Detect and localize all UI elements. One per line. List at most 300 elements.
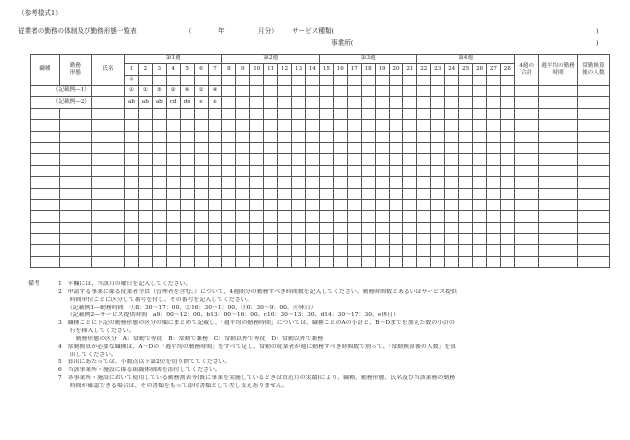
weekly-avg-hours-cell[interactable] bbox=[539, 177, 577, 188]
schedule-cell[interactable] bbox=[459, 165, 473, 176]
weekly-avg-hours-cell[interactable] bbox=[539, 188, 577, 199]
schedule-cell[interactable] bbox=[236, 86, 250, 97]
schedule-cell[interactable] bbox=[264, 120, 278, 131]
schedule-cell[interactable] bbox=[389, 120, 403, 131]
schedule-cell[interactable] bbox=[319, 256, 333, 267]
schedule-cell[interactable] bbox=[180, 165, 194, 176]
schedule-cell[interactable] bbox=[347, 97, 361, 108]
schedule-cell[interactable] bbox=[194, 256, 208, 267]
work-pattern-cell[interactable] bbox=[59, 154, 91, 165]
schedule-cell[interactable] bbox=[125, 120, 139, 131]
schedule-cell[interactable] bbox=[152, 131, 166, 142]
schedule-cell[interactable] bbox=[222, 142, 236, 153]
schedule-cell[interactable] bbox=[264, 131, 278, 142]
schedule-cell[interactable] bbox=[180, 108, 194, 119]
schedule-cell[interactable] bbox=[486, 154, 500, 165]
work-pattern-cell[interactable] bbox=[59, 142, 91, 153]
schedule-cell[interactable] bbox=[431, 199, 445, 210]
schedule-cell[interactable] bbox=[417, 199, 431, 210]
work-pattern-cell[interactable] bbox=[59, 131, 91, 142]
schedule-cell[interactable] bbox=[152, 234, 166, 245]
weekday-cell-13[interactable] bbox=[292, 76, 306, 86]
schedule-cell[interactable] bbox=[292, 154, 306, 165]
schedule-cell[interactable] bbox=[333, 165, 347, 176]
schedule-cell[interactable] bbox=[473, 222, 487, 233]
schedule-cell[interactable] bbox=[473, 188, 487, 199]
schedule-cell[interactable] bbox=[473, 165, 487, 176]
schedule-cell[interactable] bbox=[125, 131, 139, 142]
schedule-cell[interactable] bbox=[361, 108, 375, 119]
schedule-cell[interactable] bbox=[445, 234, 459, 245]
schedule-cell[interactable] bbox=[166, 154, 180, 165]
schedule-cell[interactable] bbox=[431, 108, 445, 119]
schedule-cell[interactable] bbox=[375, 188, 389, 199]
weekday-cell-22[interactable] bbox=[417, 76, 431, 86]
schedule-cell[interactable] bbox=[333, 86, 347, 97]
schedule-cell[interactable] bbox=[347, 154, 361, 165]
schedule-cell[interactable] bbox=[292, 97, 306, 108]
schedule-cell[interactable] bbox=[361, 120, 375, 131]
schedule-cell[interactable] bbox=[305, 154, 319, 165]
schedule-cell[interactable] bbox=[292, 108, 306, 119]
schedule-cell[interactable] bbox=[403, 165, 417, 176]
schedule-cell[interactable] bbox=[486, 211, 500, 222]
schedule-cell[interactable] bbox=[250, 211, 264, 222]
schedule-cell[interactable] bbox=[166, 108, 180, 119]
name-cell[interactable] bbox=[91, 131, 124, 142]
schedule-cell[interactable] bbox=[166, 188, 180, 199]
name-cell[interactable] bbox=[91, 154, 124, 165]
schedule-cell[interactable] bbox=[222, 108, 236, 119]
schedule-cell[interactable] bbox=[305, 188, 319, 199]
schedule-cell[interactable] bbox=[347, 165, 361, 176]
schedule-cell[interactable] bbox=[278, 256, 292, 267]
fte-converted-cell[interactable] bbox=[577, 222, 609, 233]
schedule-cell[interactable] bbox=[486, 199, 500, 210]
schedule-cell[interactable] bbox=[236, 234, 250, 245]
schedule-cell[interactable] bbox=[361, 154, 375, 165]
schedule-cell[interactable] bbox=[361, 211, 375, 222]
schedule-cell[interactable] bbox=[361, 256, 375, 267]
schedule-cell[interactable] bbox=[431, 165, 445, 176]
work-pattern-cell[interactable] bbox=[59, 108, 91, 119]
week4-total-cell[interactable] bbox=[514, 154, 539, 165]
schedule-cell[interactable] bbox=[278, 108, 292, 119]
weekly-avg-hours-cell[interactable] bbox=[539, 234, 577, 245]
date-year-field[interactable]: 年 bbox=[218, 27, 225, 35]
name-cell[interactable] bbox=[91, 177, 124, 188]
schedule-cell[interactable] bbox=[125, 142, 139, 153]
schedule-cell[interactable] bbox=[459, 97, 473, 108]
fte-converted-cell[interactable] bbox=[577, 211, 609, 222]
schedule-cell[interactable] bbox=[250, 142, 264, 153]
schedule-cell[interactable] bbox=[278, 177, 292, 188]
schedule-cell[interactable] bbox=[236, 199, 250, 210]
schedule-cell[interactable] bbox=[152, 188, 166, 199]
schedule-cell[interactable]: ④ bbox=[180, 86, 194, 97]
schedule-cell[interactable] bbox=[305, 222, 319, 233]
job-type-cell[interactable] bbox=[31, 120, 60, 131]
schedule-cell[interactable] bbox=[305, 131, 319, 142]
schedule-cell[interactable] bbox=[389, 256, 403, 267]
schedule-cell[interactable] bbox=[236, 131, 250, 142]
schedule-cell[interactable] bbox=[347, 245, 361, 256]
schedule-cell[interactable] bbox=[445, 199, 459, 210]
schedule-cell[interactable] bbox=[208, 165, 222, 176]
schedule-cell[interactable] bbox=[194, 245, 208, 256]
schedule-cell[interactable] bbox=[222, 120, 236, 131]
schedule-cell[interactable] bbox=[417, 165, 431, 176]
schedule-cell[interactable] bbox=[389, 154, 403, 165]
schedule-cell[interactable] bbox=[194, 108, 208, 119]
schedule-cell[interactable] bbox=[125, 177, 139, 188]
schedule-cell[interactable] bbox=[292, 131, 306, 142]
schedule-cell[interactable] bbox=[389, 245, 403, 256]
schedule-cell[interactable]: ② bbox=[166, 86, 180, 97]
schedule-cell[interactable] bbox=[194, 188, 208, 199]
schedule-cell[interactable] bbox=[278, 97, 292, 108]
schedule-cell[interactable] bbox=[473, 108, 487, 119]
schedule-cell[interactable]: ① bbox=[194, 86, 208, 97]
schedule-cell[interactable] bbox=[166, 142, 180, 153]
schedule-cell[interactable] bbox=[486, 131, 500, 142]
schedule-cell[interactable] bbox=[403, 234, 417, 245]
schedule-cell[interactable] bbox=[319, 222, 333, 233]
schedule-cell[interactable] bbox=[361, 97, 375, 108]
weekday-cell-18[interactable] bbox=[361, 76, 375, 86]
schedule-cell[interactable] bbox=[319, 211, 333, 222]
weekday-cell-25[interactable] bbox=[459, 76, 473, 86]
weekday-cell-19[interactable] bbox=[375, 76, 389, 86]
schedule-cell[interactable] bbox=[319, 188, 333, 199]
fte-converted-cell[interactable] bbox=[577, 97, 609, 108]
week4-total-cell[interactable] bbox=[514, 86, 539, 97]
schedule-cell[interactable] bbox=[375, 86, 389, 97]
name-cell[interactable] bbox=[91, 108, 124, 119]
schedule-cell[interactable] bbox=[236, 211, 250, 222]
schedule-cell[interactable] bbox=[278, 245, 292, 256]
schedule-cell[interactable] bbox=[459, 86, 473, 97]
week4-total-cell[interactable] bbox=[514, 120, 539, 131]
schedule-cell[interactable] bbox=[347, 142, 361, 153]
schedule-cell[interactable] bbox=[125, 222, 139, 233]
schedule-cell[interactable] bbox=[500, 97, 514, 108]
schedule-cell[interactable] bbox=[236, 154, 250, 165]
schedule-cell[interactable] bbox=[264, 222, 278, 233]
schedule-cell[interactable] bbox=[194, 177, 208, 188]
schedule-cell[interactable] bbox=[389, 97, 403, 108]
weekly-avg-hours-cell[interactable] bbox=[539, 154, 577, 165]
schedule-cell[interactable] bbox=[305, 245, 319, 256]
schedule-cell[interactable] bbox=[417, 97, 431, 108]
schedule-cell[interactable] bbox=[333, 234, 347, 245]
schedule-cell[interactable] bbox=[389, 108, 403, 119]
schedule-cell[interactable] bbox=[222, 154, 236, 165]
week4-total-cell[interactable] bbox=[514, 222, 539, 233]
schedule-cell[interactable] bbox=[278, 131, 292, 142]
schedule-cell[interactable] bbox=[375, 108, 389, 119]
job-type-cell[interactable] bbox=[31, 177, 60, 188]
week4-total-cell[interactable] bbox=[514, 97, 539, 108]
schedule-cell[interactable] bbox=[347, 120, 361, 131]
schedule-cell[interactable] bbox=[500, 245, 514, 256]
schedule-cell[interactable] bbox=[180, 256, 194, 267]
schedule-cell[interactable] bbox=[292, 234, 306, 245]
weekday-cell-3[interactable] bbox=[152, 76, 166, 86]
schedule-cell[interactable] bbox=[486, 142, 500, 153]
schedule-cell[interactable] bbox=[417, 211, 431, 222]
schedule-cell[interactable] bbox=[138, 222, 152, 233]
schedule-cell[interactable] bbox=[375, 234, 389, 245]
schedule-cell[interactable] bbox=[445, 154, 459, 165]
weekday-cell-10[interactable] bbox=[250, 76, 264, 86]
job-type-cell[interactable] bbox=[31, 222, 60, 233]
schedule-cell[interactable] bbox=[278, 120, 292, 131]
schedule-cell[interactable] bbox=[305, 234, 319, 245]
schedule-cell[interactable] bbox=[333, 120, 347, 131]
schedule-cell[interactable] bbox=[180, 245, 194, 256]
schedule-cell[interactable] bbox=[417, 256, 431, 267]
schedule-cell[interactable] bbox=[180, 131, 194, 142]
schedule-cell[interactable] bbox=[264, 154, 278, 165]
schedule-cell[interactable] bbox=[180, 154, 194, 165]
schedule-cell[interactable] bbox=[375, 245, 389, 256]
schedule-cell[interactable] bbox=[459, 222, 473, 233]
schedule-cell[interactable] bbox=[138, 211, 152, 222]
schedule-cell[interactable] bbox=[500, 86, 514, 97]
schedule-cell[interactable] bbox=[250, 131, 264, 142]
schedule-cell[interactable] bbox=[473, 154, 487, 165]
schedule-cell[interactable] bbox=[194, 142, 208, 153]
job-type-cell[interactable] bbox=[31, 154, 60, 165]
name-cell[interactable] bbox=[91, 120, 124, 131]
schedule-cell[interactable] bbox=[194, 165, 208, 176]
schedule-cell[interactable] bbox=[152, 154, 166, 165]
schedule-cell[interactable] bbox=[250, 256, 264, 267]
schedule-cell[interactable] bbox=[319, 199, 333, 210]
schedule-cell[interactable] bbox=[305, 120, 319, 131]
schedule-cell[interactable]: ① bbox=[125, 86, 139, 97]
schedule-cell[interactable] bbox=[333, 222, 347, 233]
schedule-cell[interactable] bbox=[180, 234, 194, 245]
schedule-cell[interactable] bbox=[305, 256, 319, 267]
work-pattern-cell[interactable] bbox=[59, 165, 91, 176]
schedule-cell[interactable] bbox=[403, 142, 417, 153]
schedule-cell[interactable] bbox=[138, 142, 152, 153]
schedule-cell[interactable] bbox=[473, 199, 487, 210]
weekly-avg-hours-cell[interactable] bbox=[539, 86, 577, 97]
schedule-cell[interactable] bbox=[305, 86, 319, 97]
schedule-cell[interactable] bbox=[347, 199, 361, 210]
schedule-cell[interactable] bbox=[319, 97, 333, 108]
work-pattern-cell[interactable] bbox=[59, 188, 91, 199]
weekday-cell-15[interactable] bbox=[319, 76, 333, 86]
schedule-cell[interactable]: e bbox=[194, 97, 208, 108]
schedule-cell[interactable] bbox=[166, 256, 180, 267]
schedule-cell[interactable] bbox=[361, 165, 375, 176]
schedule-cell[interactable] bbox=[500, 256, 514, 267]
job-type-cell[interactable] bbox=[31, 256, 60, 267]
schedule-cell[interactable] bbox=[333, 97, 347, 108]
schedule-cell[interactable] bbox=[347, 86, 361, 97]
weekday-cell-11[interactable] bbox=[264, 76, 278, 86]
schedule-cell[interactable] bbox=[194, 131, 208, 142]
schedule-cell[interactable] bbox=[250, 165, 264, 176]
schedule-cell[interactable] bbox=[319, 142, 333, 153]
schedule-cell[interactable] bbox=[375, 165, 389, 176]
schedule-cell[interactable] bbox=[250, 86, 264, 97]
week4-total-cell[interactable] bbox=[514, 177, 539, 188]
schedule-cell[interactable] bbox=[180, 188, 194, 199]
schedule-cell[interactable] bbox=[389, 199, 403, 210]
schedule-cell[interactable] bbox=[459, 245, 473, 256]
schedule-cell[interactable] bbox=[403, 199, 417, 210]
schedule-cell[interactable] bbox=[403, 131, 417, 142]
schedule-cell[interactable] bbox=[445, 108, 459, 119]
schedule-cell[interactable] bbox=[166, 131, 180, 142]
schedule-cell[interactable] bbox=[431, 86, 445, 97]
schedule-cell[interactable] bbox=[125, 199, 139, 210]
fte-converted-cell[interactable] bbox=[577, 256, 609, 267]
schedule-cell[interactable] bbox=[319, 177, 333, 188]
schedule-cell[interactable] bbox=[194, 234, 208, 245]
schedule-cell[interactable] bbox=[250, 188, 264, 199]
schedule-cell[interactable] bbox=[347, 234, 361, 245]
schedule-cell[interactable] bbox=[486, 97, 500, 108]
schedule-cell[interactable] bbox=[403, 177, 417, 188]
job-type-cell[interactable] bbox=[31, 211, 60, 222]
schedule-cell[interactable] bbox=[445, 165, 459, 176]
work-pattern-cell[interactable] bbox=[59, 256, 91, 267]
schedule-cell[interactable] bbox=[333, 131, 347, 142]
schedule-cell[interactable] bbox=[500, 199, 514, 210]
schedule-cell[interactable] bbox=[319, 165, 333, 176]
schedule-cell[interactable] bbox=[361, 245, 375, 256]
schedule-cell[interactable] bbox=[417, 234, 431, 245]
weekday-cell-27[interactable] bbox=[486, 76, 500, 86]
schedule-cell[interactable] bbox=[166, 222, 180, 233]
schedule-cell[interactable] bbox=[319, 86, 333, 97]
weekday-cell-7[interactable] bbox=[208, 76, 222, 86]
week4-total-cell[interactable] bbox=[514, 108, 539, 119]
schedule-cell[interactable] bbox=[445, 188, 459, 199]
schedule-cell[interactable] bbox=[459, 256, 473, 267]
fte-converted-cell[interactable] bbox=[577, 188, 609, 199]
schedule-cell[interactable] bbox=[333, 177, 347, 188]
weekly-avg-hours-cell[interactable] bbox=[539, 131, 577, 142]
schedule-cell[interactable] bbox=[264, 86, 278, 97]
schedule-cell[interactable] bbox=[125, 188, 139, 199]
schedule-cell[interactable] bbox=[361, 142, 375, 153]
schedule-cell[interactable] bbox=[375, 211, 389, 222]
schedule-cell[interactable] bbox=[292, 142, 306, 153]
work-pattern-cell[interactable] bbox=[59, 177, 91, 188]
schedule-cell[interactable] bbox=[222, 177, 236, 188]
schedule-cell[interactable] bbox=[361, 131, 375, 142]
schedule-cell[interactable] bbox=[152, 199, 166, 210]
job-type-cell[interactable] bbox=[31, 108, 60, 119]
schedule-cell[interactable] bbox=[236, 177, 250, 188]
weekday-cell-28[interactable] bbox=[500, 76, 514, 86]
fte-converted-cell[interactable] bbox=[577, 154, 609, 165]
weekday-cell-6[interactable] bbox=[194, 76, 208, 86]
schedule-cell[interactable] bbox=[500, 108, 514, 119]
schedule-cell[interactable] bbox=[403, 256, 417, 267]
schedule-cell[interactable] bbox=[264, 177, 278, 188]
week4-total-cell[interactable] bbox=[514, 131, 539, 142]
schedule-cell[interactable] bbox=[459, 177, 473, 188]
schedule-cell[interactable] bbox=[459, 211, 473, 222]
schedule-cell[interactable] bbox=[166, 199, 180, 210]
schedule-cell[interactable]: ab bbox=[152, 97, 166, 108]
week4-total-cell[interactable] bbox=[514, 142, 539, 153]
schedule-cell[interactable] bbox=[375, 256, 389, 267]
schedule-cell[interactable] bbox=[222, 234, 236, 245]
schedule-cell[interactable] bbox=[417, 222, 431, 233]
schedule-cell[interactable] bbox=[264, 245, 278, 256]
schedule-cell[interactable] bbox=[417, 108, 431, 119]
schedule-cell[interactable] bbox=[208, 177, 222, 188]
weekday-cell-2[interactable] bbox=[138, 76, 152, 86]
fte-converted-cell[interactable] bbox=[577, 142, 609, 153]
schedule-cell[interactable] bbox=[152, 211, 166, 222]
job-type-cell[interactable] bbox=[31, 165, 60, 176]
schedule-cell[interactable] bbox=[278, 211, 292, 222]
schedule-cell[interactable] bbox=[138, 245, 152, 256]
schedule-cell[interactable]: ab bbox=[125, 97, 139, 108]
name-cell[interactable] bbox=[91, 256, 124, 267]
schedule-cell[interactable] bbox=[292, 188, 306, 199]
schedule-cell[interactable] bbox=[417, 245, 431, 256]
schedule-cell[interactable] bbox=[500, 177, 514, 188]
schedule-cell[interactable] bbox=[319, 154, 333, 165]
schedule-cell[interactable] bbox=[431, 142, 445, 153]
schedule-cell[interactable] bbox=[292, 177, 306, 188]
schedule-cell[interactable] bbox=[250, 154, 264, 165]
schedule-cell[interactable] bbox=[361, 188, 375, 199]
schedule-cell[interactable] bbox=[389, 188, 403, 199]
schedule-cell[interactable] bbox=[152, 142, 166, 153]
schedule-cell[interactable] bbox=[208, 245, 222, 256]
schedule-cell[interactable] bbox=[459, 142, 473, 153]
schedule-cell[interactable] bbox=[208, 188, 222, 199]
weekly-avg-hours-cell[interactable] bbox=[539, 199, 577, 210]
work-pattern-cell[interactable] bbox=[59, 199, 91, 210]
schedule-cell[interactable] bbox=[208, 256, 222, 267]
schedule-cell[interactable] bbox=[500, 234, 514, 245]
schedule-cell[interactable] bbox=[180, 211, 194, 222]
schedule-cell[interactable] bbox=[473, 234, 487, 245]
fte-converted-cell[interactable] bbox=[577, 131, 609, 142]
job-type-cell[interactable] bbox=[31, 199, 60, 210]
name-cell[interactable] bbox=[91, 222, 124, 233]
schedule-cell[interactable] bbox=[166, 234, 180, 245]
schedule-cell[interactable] bbox=[319, 131, 333, 142]
weekday-cell-20[interactable] bbox=[389, 76, 403, 86]
schedule-cell[interactable] bbox=[431, 177, 445, 188]
schedule-cell[interactable] bbox=[278, 86, 292, 97]
schedule-cell[interactable] bbox=[152, 245, 166, 256]
schedule-cell[interactable] bbox=[152, 108, 166, 119]
weekly-avg-hours-cell[interactable] bbox=[539, 211, 577, 222]
date-month-field[interactable]: 月分） bbox=[258, 27, 278, 35]
name-cell[interactable] bbox=[91, 86, 124, 97]
week4-total-cell[interactable] bbox=[514, 188, 539, 199]
job-type-cell[interactable] bbox=[31, 245, 60, 256]
schedule-cell[interactable] bbox=[417, 120, 431, 131]
schedule-cell[interactable] bbox=[208, 108, 222, 119]
schedule-cell[interactable] bbox=[125, 165, 139, 176]
